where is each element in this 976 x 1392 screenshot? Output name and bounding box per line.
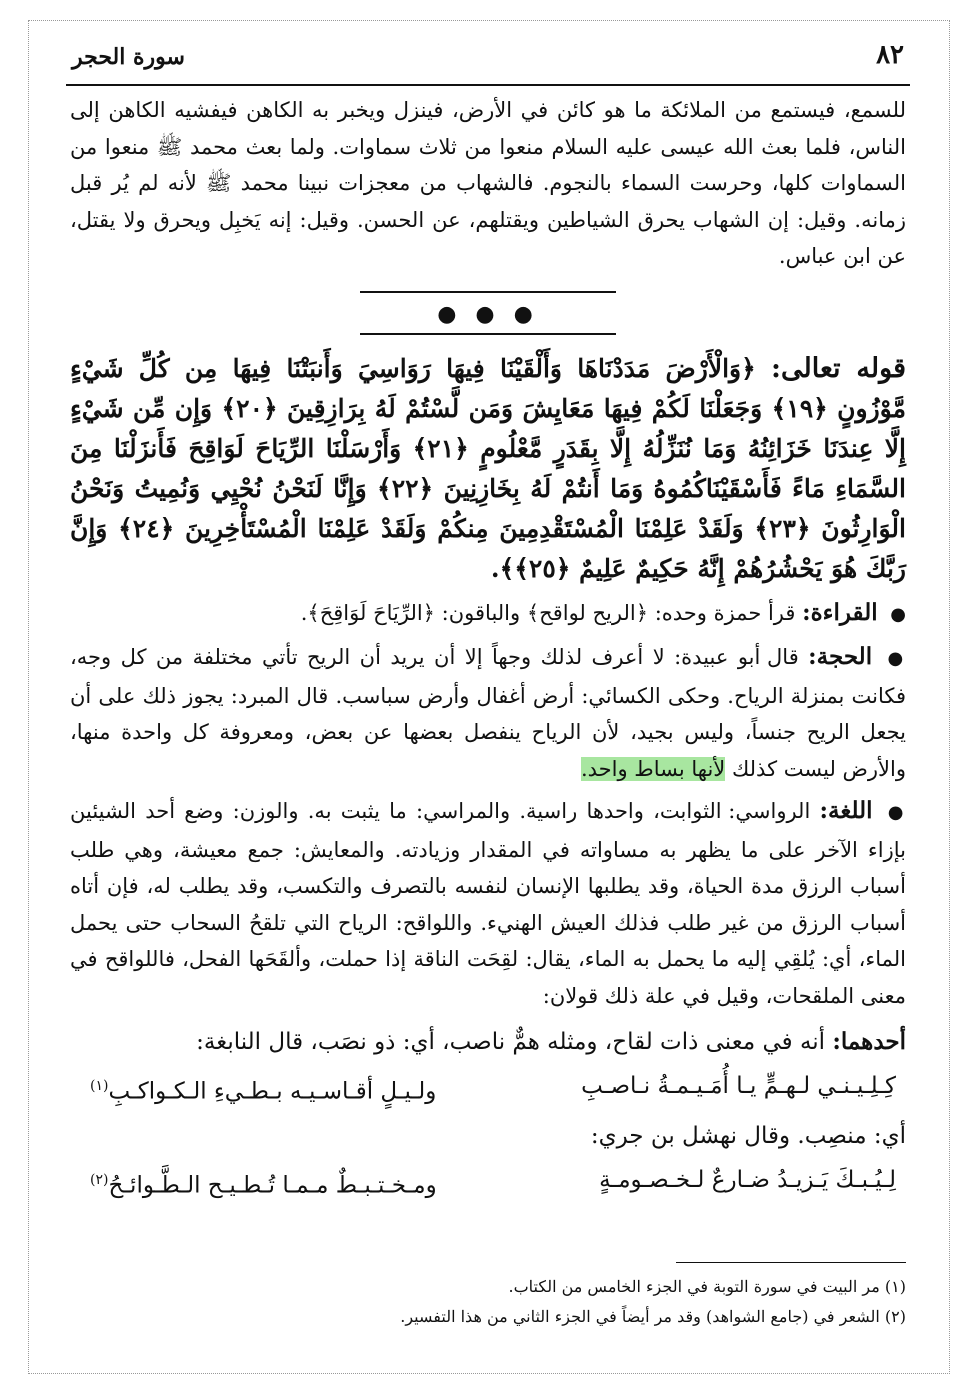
lugha-section: [70, 793, 906, 1014]
intro-paragraph: للسمع، فيستمع من الملائكة ما هو كائن في الأرض، فينزل ويخبر به الكاهن فيفشيه الكاهن إلى الناس، فلما بعث الله عيسى عليه السلام منعوا من ثلاث سماوات. ولما بعث محمد ﷺ منعوا من السماوات كلها، وحرست السماء بالنجوم. فالشهاب من معجزات نبينا محمد ﷺ لأنه لم يُر قبل زمانه. وقيل: إن الشهاب يحرق الشياطين ويقتلهم، عن الحسن. وقيل: إنه يَخبِل ويحرق ولا يقتل، عن ابن عباس.: [70, 98, 906, 268]
section-separator: [70, 287, 906, 343]
lugha-label: اللغة:: [819, 797, 873, 824]
separator-line-top: [360, 291, 616, 293]
footnote-1: [70, 1272, 906, 1302]
poem-verse-2: [70, 1158, 906, 1208]
first-opinion-label: أحدهما:: [832, 1028, 906, 1055]
footnotes: [70, 1272, 906, 1332]
poem1-hemistich-1: كِـلِـيـنـي لـهـمٍّ يـا أُمَـيـمـةُ نـاصـبِ: [581, 1073, 896, 1099]
poem2-hemistich-1: لِـيُـبـكَ يَـزيـدُ ضـارعٌ لـخـصـومـةٍ: [599, 1166, 896, 1193]
qiraa-text: قرأ حمزة وحده: ﴿الريح لواقح﴾ والباقون: ﴿الرِّيَاحَ لَوَاقِحَ﴾.: [300, 600, 796, 625]
separator-dots: ● ● ●: [437, 301, 539, 327]
page-number: ٨٢: [876, 40, 904, 70]
footnote-ref-2[interactable]: (٢): [90, 1171, 109, 1188]
first-opinion: [70, 1020, 906, 1064]
footnote-text: مر البيت في سورة التوبة في الجزء الخامس من الكتاب.: [508, 1277, 880, 1296]
footnote-number: (١): [884, 1277, 906, 1296]
after-poem1: أي: منصِب. وقال نهشل بن جري:: [590, 1122, 906, 1149]
hujja-label: الحجة:: [808, 643, 873, 670]
qiraa-section: [70, 595, 906, 634]
page-header: [66, 38, 910, 86]
verse-text: ﴿وَالْأَرْضَ مَدَدْنَاهَا وَأَلْقَيْنَا فِيهَا رَوَاسِيَ وَأَنبَتْنَا فِيهَا مِن كُلِّ شَيْءٍ مَّوْزُونٍ ﴿١٩﴾ وَجَعَلْنَا لَكُمْ فِيهَا مَعَايِشَ وَمَن لَّسْتُمْ لَهُ بِرَازِقِينَ ﴿٢٠﴾ وَإِن مِّن شَيْءٍ إِلَّا عِندَنَا خَزَائِنُهُ وَمَا نُنَزِّلُهُ إِلَّا بِقَدَرٍ مَّعْلُومٍ ﴿٢١﴾ وَأَرْسَلْنَا الرِّيَاحَ لَوَاقِحَ فَأَنزَلْنَا مِنَ السَّمَاءِ مَاءً فَأَسْقَيْنَاكُمُوهُ وَمَا أَنتُمْ لَهُ بِخَازِنِينَ ﴿٢٢﴾ وَإِنَّا لَنَحْنُ نُحْيِي وَنُمِيتُ وَنَحْنُ الْوَارِثُونَ ﴿٢٣﴾ وَلَقَدْ عَلِمْنَا الْمُسْتَقْدِمِينَ مِنكُمْ وَلَقَدْ عَلِمْنَا الْمُسْتَأْخِرِينَ ﴿٢٤﴾ وَإِنَّ رَبَّكَ هُوَ يَحْشُرُهُمْ إِنَّهُ حَكِيمٌ عَلِيمٌ ﴿٢٥﴾﴾.: [70, 353, 906, 583]
lugha-text: الرواسي: الثوابت، واحدها راسية. والمراسي: ما يثبت به. والوزن: وضع أحد الشيئين بإزاء الآخر على ما يظهر به مساواته في المقدار وزيادته. والمعايش: جمع معيشة، وهي طلب أسباب الرزق مدة الحياة، وقد يطلبها الإنسان لنفسه بالتصرف والتكسب، وقد يطلب له، فإن أتاه أسباب الرزق من غير طلب فذلك العيش الهنيء. واللواقح: الرياح التي تلقحُ السحاب حتى يحمل الماء، أي: يُلقِي إليه ما يحمل به الماء، يقال: لقِحَت الناقة إذا حملت، وألقَحَها الفحل، فاللواقح في معنى الملقحات، وقيل في علة ذلك قولان:: [70, 799, 906, 1008]
separator-line-bottom: [360, 333, 616, 335]
first-opinion-text: أنه في معنى ذات لقاح، ومثله همٌّ ناصب، أي: ذو نصَب، قال النابغة:: [196, 1029, 826, 1055]
hujja-section: [70, 639, 906, 787]
poem2-hemistich-2: [90, 1158, 437, 1208]
poem1-hemistich-2-text: ولـيـلٍ أقـاسـيـه بـطـيءِ الـكـواكـبِ: [108, 1078, 437, 1105]
poem-verse-1: [70, 1064, 906, 1114]
qiraa-label: القراءة:: [802, 598, 878, 626]
page-body: [70, 92, 906, 1207]
poetry-block: [70, 1020, 906, 1207]
footnote-2: [70, 1302, 906, 1332]
footnote-number: (٢): [884, 1307, 906, 1326]
highlighted-text: لأنها بساط واحد.: [580, 756, 726, 781]
footnote-text: الشعر في (جامع الشواهد) وقد مر أيضاً في الجزء الثاني من هذا التفسير.: [400, 1307, 880, 1326]
poem1-hemistich-2: [90, 1064, 436, 1114]
bullet-icon: ●: [887, 648, 906, 669]
bullet-icon: ●: [890, 603, 906, 625]
hujja-text: قال أبو عبيدة: لا أعرف لذلك وجهاً إلا أن يريد أن الريح تأتي مختلفة من كل وجه، فكانت بمنزلة الرياح. وحكى الكسائي: أرض أغفال وأرض سباسب. قال المبرد: يجوز ذلك على أن يجعل الريح جنساً، وليس بجيد، لأن الرياح ينفصل بعضها عن بعض، ومعروفة كل واحدة منها، والأرض ليست كذلك: [70, 645, 906, 781]
poem2-hemistich-2-text: ومـخـتـبـطٌ مـمـا تُـطـيـح الـطَّـوائـحُ: [108, 1172, 437, 1199]
bullet-icon: ●: [887, 802, 906, 823]
quran-verse-block: [70, 349, 906, 589]
surah-title: سورة الحجر: [72, 44, 185, 70]
footnote-ref-1[interactable]: (١): [90, 1078, 109, 1094]
footnote-divider: [676, 1262, 906, 1263]
verse-lead: قوله تعالى:: [771, 352, 906, 384]
